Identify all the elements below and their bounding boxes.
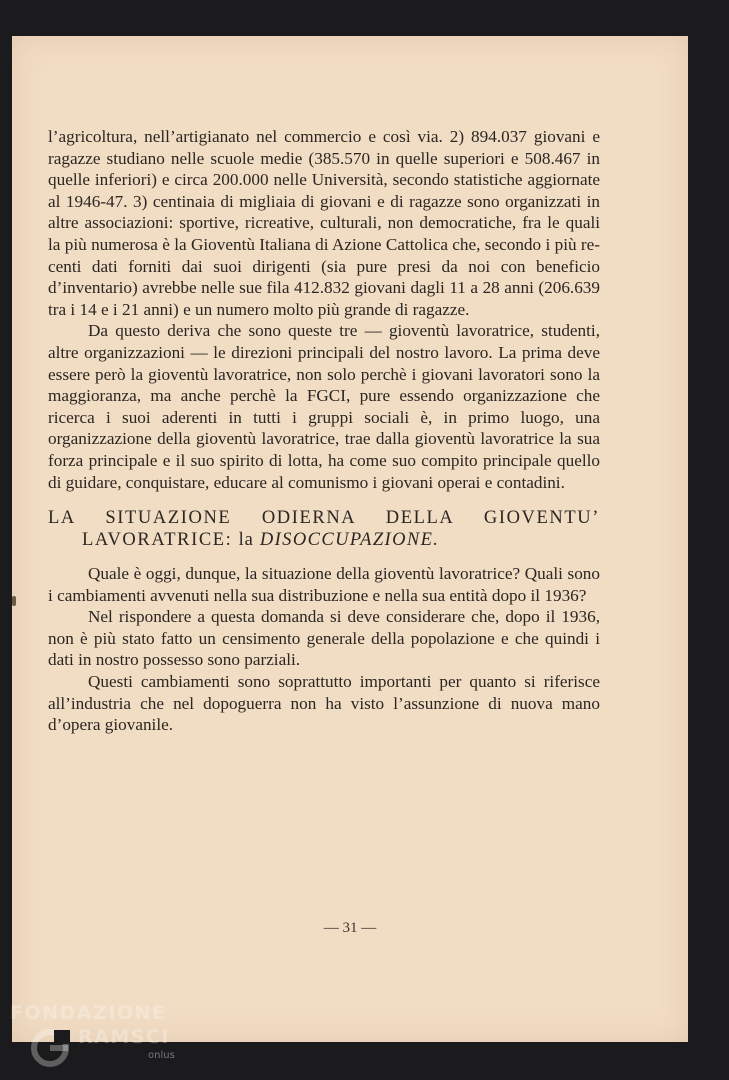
paragraph: Questi cambiamenti sono soprattutto importanti per quanto si riferisce all’industria che nel dopoguerra non ha visto l’assunzione di nuova mano d’opera giovanile. <box>48 672 600 735</box>
paragraph: Quale è oggi, dunque, la situazione della gioventù lavoratrice? Quali sono i cambiamenti avvenuti nella sua distribuzione e nella sua entità dopo il 1936? <box>48 564 600 605</box>
section-heading <box>48 507 600 551</box>
paragraph: Nel rispondere a questa domanda si deve considerare che, dopo il 1936, non è più stato fatto un censimento generale della popolazione e che quindi i dati in nostro possesso sono parziali. <box>48 607 600 670</box>
binding-mark <box>12 596 16 606</box>
section-heading-lead: la <box>238 530 254 551</box>
paragraph: l’agricoltura, nell’artigianato nel commercio e così via. 2) 894.037 giovani e ragazze studiano nelle scuole medie (385.570 in quelle superiori e 508.467 in quelle inferiori) e circa 200.000 nelle Università, secondo statistiche aggiornate al 1946-47. 3) centinaia di migliaia di giovani e di ragazze sono organizzati in altre associazioni: sportive, ricreative, culturali, non democratiche, fra le quali la più numerosa è la Gioventù Italiana di Azione Cattolica che, secondo i più recenti dati forniti dai suoi dirigenti (sia pure presi da noi con beneficio d’inventario) avrebbe nelle sue fila 412.832 giovani dagli 11 a 28 anni (206.639 tra i 14 e i 21 anni) e un numero molto più grande di ragazze. <box>48 127 600 319</box>
document-page <box>12 36 688 1042</box>
watermark-suffix: onlus <box>148 1050 175 1061</box>
archive-watermark <box>8 1002 208 1072</box>
gramsci-g-logo-icon <box>30 1028 70 1068</box>
watermark-line1: FONDAZIONE <box>10 1002 167 1024</box>
page-number: — 31 — <box>323 920 377 936</box>
paragraph: Da questo deriva che sono queste tre — gioventù lavoratrice, studenti, altre organizzazioni — le direzioni principali del nostro lavoro. La prima deve essere però la gioventù lavoratrice, non solo perchè i giovani lavoratori sono la maggioranza, ma anche perchè la FGCI, pure essendo organizzazione che ricerca i suoi aderenti in tutti i gruppi sociali è, in primo luogo, una organizzazione della gioventù lavoratrice, trae dalla gioventù lavoratrice la sua forza principale e il suo spirito di lotta, ha come suo compito principale quello di guidare, conquistare, educare al comunismo i giovani operai e contadini. <box>48 321 600 492</box>
watermark-line2: RAMSCI <box>78 1026 170 1048</box>
page-body <box>48 126 600 736</box>
section-heading-italic: DISOCCUPAZIONE. <box>259 530 440 551</box>
section-heading-main: LA SITUAZIONE ODIERNA DELLA GIOVENTU’ LAVORATRICE: <box>48 508 600 551</box>
